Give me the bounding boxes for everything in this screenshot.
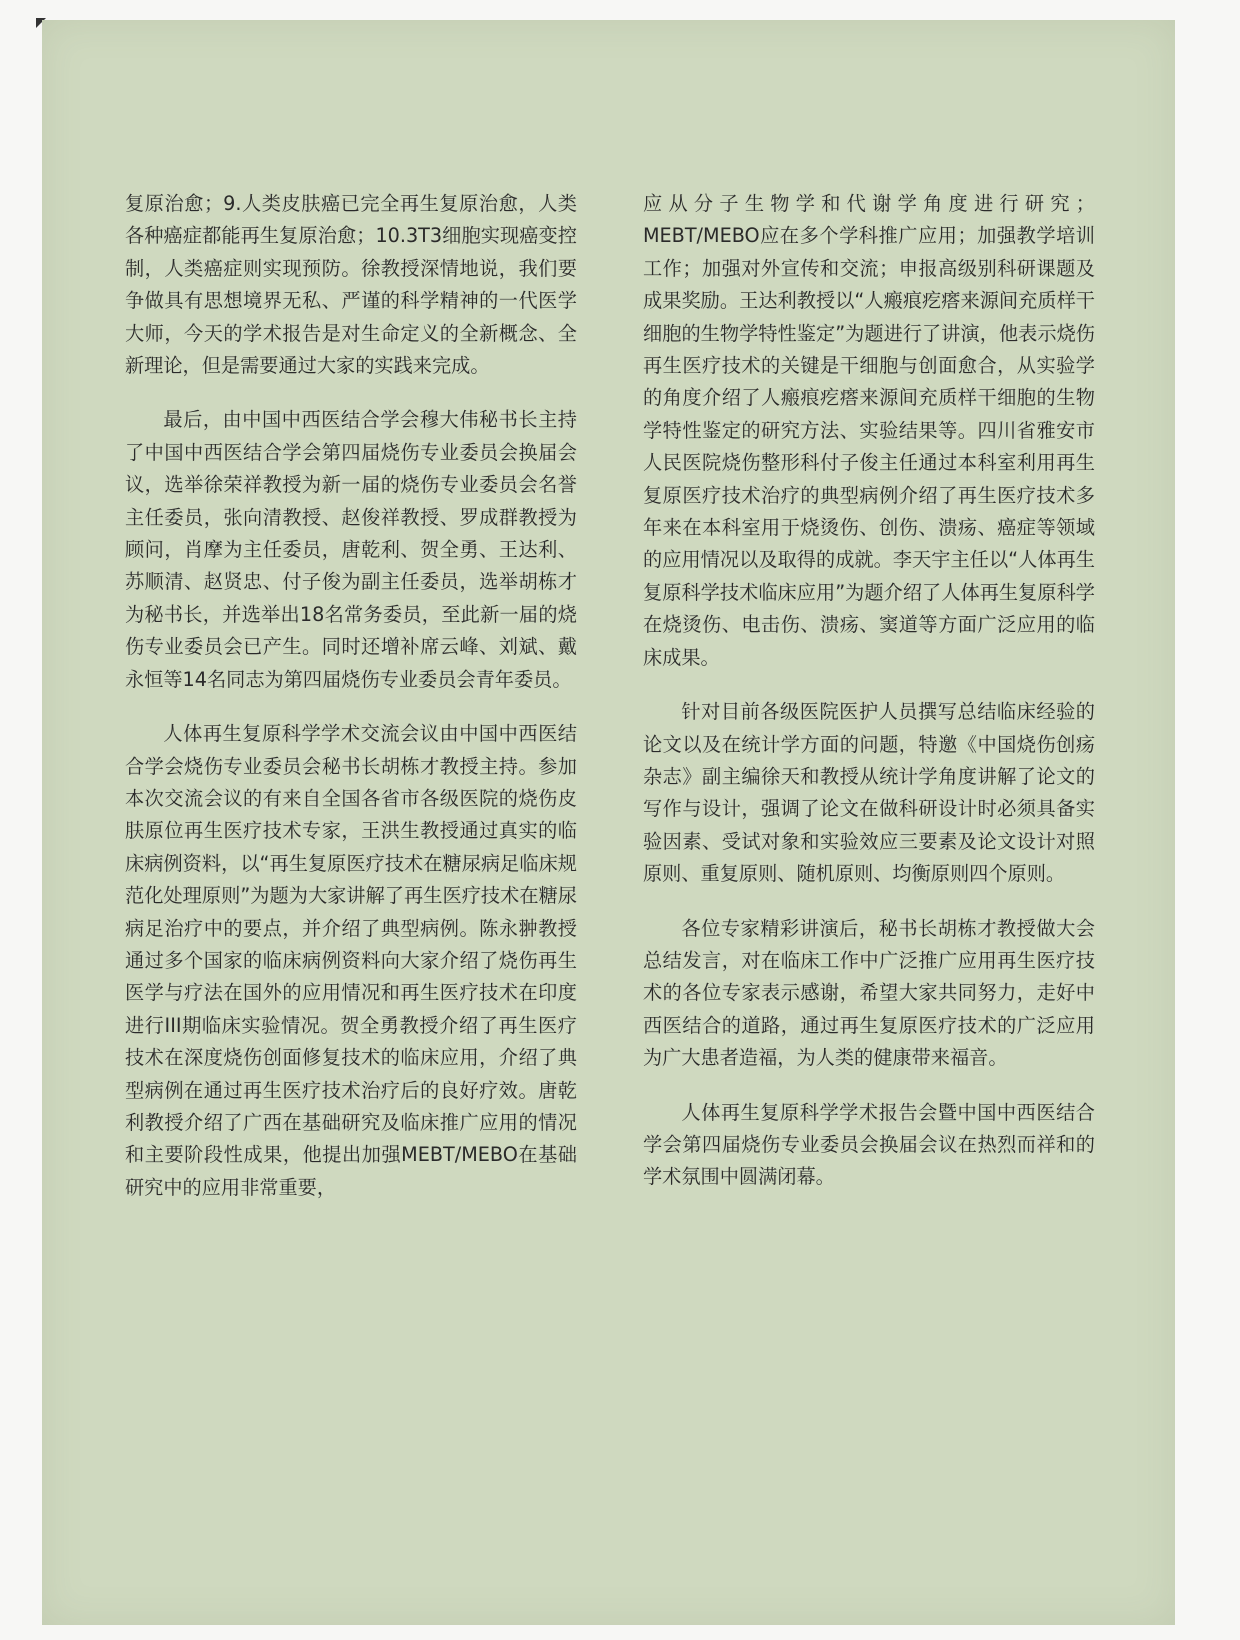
paragraph: 针对目前各级医院医护人员撰写总结临床经验的论文以及在统计学方面的问题，特邀《中国烧伤创疡杂志》副主编徐天和教授从统计学角度讲解了论文的写作与设计，强调了论文在做科研设计时必须具备实验因素、受试对象和实验效应三要素及论文设计对照原则、重复原则、随机原则、均衡原则四个原则。 — [643, 700, 1095, 886]
right-column — [643, 188, 1095, 1216]
left-column — [125, 188, 577, 1226]
paragraph: 各位专家精彩讲演后，秘书长胡栋才教授做大会总结发言，对在临床工作中广泛推广应用再生医疗技术的各位专家表示感谢，希望大家共同努力，走好中西医结合的道路，通过再生复原医疗技术的广泛应用为广大患者造福，为人类的健康带来福音。 — [643, 916, 1095, 1070]
paragraph: 复原治愈；9.人类皮肤癌已完全再生复原治愈，人类各种癌症都能再生复原治愈；10.3T3细胞实现癌变控制，人类癌症则实现预防。徐教授深情地说，我们要争做具有思想境界无私、严谨的科学精神的一代医学大师，今天的学术报告是对生命定义的全新概念、全新理论，但是需要通过大家的实践来完成。 — [125, 192, 577, 378]
paragraph: 最后，由中国中西医结合学会穆大伟秘书长主持了中国中西医结合学会第四届烧伤专业委员会换届会议，选举徐荣祥教授为新一届的烧伤专业委员会名誉主任委员，张向清教授、赵俊祥教授、罗成群教授为顾问，肖摩为主任委员，唐乾利、贺全勇、王达利、苏顺清、赵贤忠、付子俊为副主任委员，选举胡栋才为秘书长，并选举出18名常务委员，至此新一届的烧伤专业委员会已产生。同时还增补席云峰、刘斌、戴永恒等14名同志为第四届烧伤专业委员会青年委员。 — [125, 408, 577, 691]
paragraph: 人体再生复原科学学术交流会议由中国中西医结合学会烧伤专业委员会秘书长胡栋才教授主持。参加本次交流会议的有来自全国各省市各级医院的烧伤皮肤原位再生医疗技术专家，王洪生教授通过真实的临床病例资料，以“再生复原医疗技术在糖尿病足临床规范化处理原则”为题为大家讲解了再生医疗技术在糖尿病足治疗中的要点，并介绍了典型病例。陈永翀教授通过多个国家的临床病例资料向大家介绍了烧伤再生医学与疗法在国外的应用情况和再生医疗技术在印度进行III期临床实验情况。贺全勇教授介绍了再生医疗技术在深度烧伤创面修复技术的临床应用，介绍了典型病例在通过再生医疗技术治疗后的良好疗效。唐乾利教授介绍了广西在基础研究及临床推广应用的情况和主要阶段性成果，他提出加强MEBT/MEBO在基础研究中的应用非常重要， — [125, 722, 577, 1199]
paragraph: 人体再生复原科学学术报告会暨中国中西医结合学会第四届烧伤专业委员会换届会议在热烈而祥和的学术氛围中圆满闭幕。 — [643, 1100, 1095, 1189]
paragraph: 应从分子生物学和代谢学角度进行研究；MEBT/MEBO应在多个学科推广应用；加强教学培训工作；加强对外宣传和交流；申报高级别科研课题及成果奖励。王达利教授以“人瘢痕疙瘩来源间充质样干细胞的生物学特性鉴定”为题进行了讲演，他表示烧伤再生医疗技术的关键是干细胞与创面愈合，从实验学的角度介绍了人瘢痕疙瘩来源间充质样干细胞的生物学特性鉴定的研究方法、实验结果等。四川省雅安市人民医院烧伤整形科付子俊主任通过本科室利用再生复原医疗技术治疗的典型病例介绍了再生医疗技术多年来在本科室用于烧烫伤、创伤、溃疡、癌症等领域的应用情况以及取得的成就。李天宇主任以“人体再生复原科学技术临床应用”为题介绍了人体再生复原科学在烧烫伤、电击伤、溃疡、窦道等方面广泛应用的临床成果。 — [643, 192, 1095, 669]
